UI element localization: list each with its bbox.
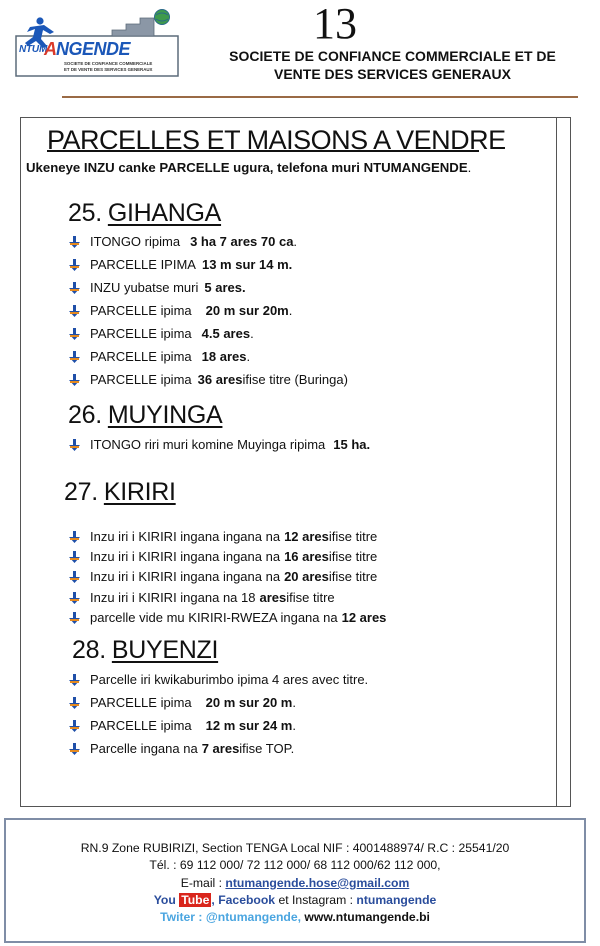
email-label: E-mail : bbox=[180, 876, 226, 890]
arrow-bullet-icon bbox=[68, 530, 82, 544]
footer-address: RN.9 Zone RUBIRIZI, Section TENGA Local NIF : 4001488974/ R.C : 25541/20 bbox=[80, 841, 510, 855]
arrow-bullet-icon bbox=[68, 438, 82, 452]
footer-twitter-line bbox=[6, 909, 584, 925]
logo-text-b: A bbox=[44, 39, 57, 59]
arrow-bullet-icon bbox=[68, 258, 82, 272]
section-number: 28. bbox=[72, 636, 106, 664]
page-number: 13 bbox=[313, 0, 357, 48]
svg-text:ET DE VENTE DES SERVICES GENER bbox=[64, 67, 153, 72]
list-item: Inzu iri i KIRIRI ingana ingana na 12 ares ifise titre bbox=[68, 527, 377, 547]
page-subtitle bbox=[26, 160, 471, 176]
list-item: PARCELLE ipima 36 ares ifise titre (Buringa) bbox=[68, 370, 348, 390]
list-item: Parcelle iri kwikaburimbo ipima 4 ares avec titre. bbox=[68, 670, 368, 690]
section-number: 26. bbox=[68, 401, 102, 429]
arrow-bullet-icon bbox=[68, 281, 82, 295]
page-title-underline bbox=[47, 150, 479, 152]
arrow-bullet-icon bbox=[68, 673, 82, 687]
company-line-2: VENTE DES SERVICES GENERAUX bbox=[273, 66, 512, 82]
list-item: parcelle vide mu KIRIRI-RWEZA ingana na 12 ares bbox=[68, 608, 386, 628]
list-item: Parcelle ingana na 7 ares ifise TOP. bbox=[68, 739, 294, 759]
arrow-bullet-icon bbox=[68, 327, 82, 341]
twitter-link[interactable]: Twiter : @ntumangende, bbox=[160, 910, 302, 924]
section-name: BUYENZI bbox=[111, 636, 219, 664]
footer-email-line bbox=[6, 875, 584, 891]
list-item: ITONGO ripima 3 ha 7 ares 70 ca . bbox=[68, 232, 297, 252]
arrow-bullet-icon bbox=[68, 350, 82, 364]
header-divider bbox=[62, 96, 578, 98]
arrow-bullet-icon bbox=[68, 696, 82, 710]
section-number: 25. bbox=[68, 199, 102, 227]
arrow-bullet-icon bbox=[68, 742, 82, 756]
footer-contact-box bbox=[4, 818, 586, 943]
list-item: PARCELLE ipima 18 ares . bbox=[68, 347, 250, 367]
youtube-you[interactable]: You bbox=[153, 893, 180, 907]
section-name: MUYINGA bbox=[107, 401, 223, 429]
company-name bbox=[200, 47, 585, 83]
logo-text-a: NTUM bbox=[19, 44, 48, 55]
instagram-label: et Instagram : bbox=[275, 893, 357, 907]
ntumangende-logo bbox=[14, 8, 180, 80]
list-item: PARCELLE ipima 4.5 ares . bbox=[68, 324, 254, 344]
svg-text:SOCIETE DE CONFIANCE COMMERCIA bbox=[64, 61, 152, 66]
logo-sub2: ET DE VENTE DES SERVICES GENERAUX bbox=[64, 67, 153, 72]
frame-inner-rule bbox=[556, 117, 557, 807]
footer-social-line bbox=[6, 892, 584, 908]
page-title: PARCELLES ET MAISONS A VENDRE bbox=[47, 125, 506, 155]
subtitle-bold: Ukeneye INZU canke PARCELLE ugura, telefona muri NTUMANGENDE bbox=[26, 160, 468, 175]
instagram-link[interactable]: ntumangende bbox=[356, 893, 437, 907]
arrow-bullet-icon bbox=[68, 570, 82, 584]
section-title-buyenzi bbox=[72, 635, 218, 665]
list-item: PARCELLE IPIMA 13 m sur 14 m. bbox=[68, 255, 292, 275]
arrow-bullet-icon bbox=[68, 591, 82, 605]
list-item: Inzu iri i KIRIRI ingana ingana na 16 ares ifise titre bbox=[68, 547, 377, 567]
list-item: ITONGO riri muri komine Muyinga ripima 15 ha. bbox=[68, 435, 370, 455]
svg-text:A bbox=[43, 39, 57, 59]
arrow-bullet-icon bbox=[68, 373, 82, 387]
logo-text-c: NGENDE bbox=[56, 39, 131, 59]
logo-sub1: SOCIETE DE CONFIANCE COMMERCIALE bbox=[64, 61, 153, 66]
arrow-bullet-icon bbox=[68, 304, 82, 318]
section-number: 27. bbox=[64, 478, 98, 506]
list-item: PARCELLE ipima 20 m sur 20m . bbox=[68, 301, 292, 321]
list-item: Inzu iri i KIRIRI ingana ingana na 20 ares ifise titre bbox=[68, 567, 377, 587]
arrow-bullet-icon bbox=[68, 719, 82, 733]
svg-text:NGENDE bbox=[56, 39, 132, 59]
section-name: GIHANGA bbox=[107, 199, 222, 227]
list-item: Inzu iri i KIRIRI ingana na 18 ares ifise titre bbox=[68, 588, 335, 608]
section-title-kiriri bbox=[64, 477, 176, 507]
arrow-bullet-icon bbox=[68, 235, 82, 249]
section-title-gihanga bbox=[68, 198, 221, 228]
facebook-link[interactable]: , Facebook bbox=[211, 893, 276, 907]
list-item: PARCELLE ipima 12 m sur 24 m . bbox=[68, 716, 296, 736]
website-link[interactable]: www.ntumangende.bi bbox=[301, 910, 430, 924]
list-item: INZU yubatse muri 5 ares. bbox=[68, 278, 246, 298]
youtube-tube-badge[interactable]: Tube bbox=[181, 893, 210, 907]
section-title-muyinga bbox=[68, 400, 222, 430]
company-line-1: SOCIETE DE CONFIANCE COMMERCIALE ET DE bbox=[229, 48, 556, 64]
subtitle-tail: . bbox=[467, 160, 472, 175]
arrow-bullet-icon bbox=[68, 611, 82, 625]
footer-phones: Tél. : 69 112 000/ 72 112 000/ 68 112 000/62 112 000, bbox=[149, 858, 441, 872]
arrow-bullet-icon bbox=[68, 550, 82, 564]
section-name: KIRIRI bbox=[103, 478, 176, 506]
list-item: PARCELLE ipima 20 m sur 20 m . bbox=[68, 693, 296, 713]
email-link[interactable]: ntumangende.hose@gmail.com bbox=[225, 876, 410, 890]
